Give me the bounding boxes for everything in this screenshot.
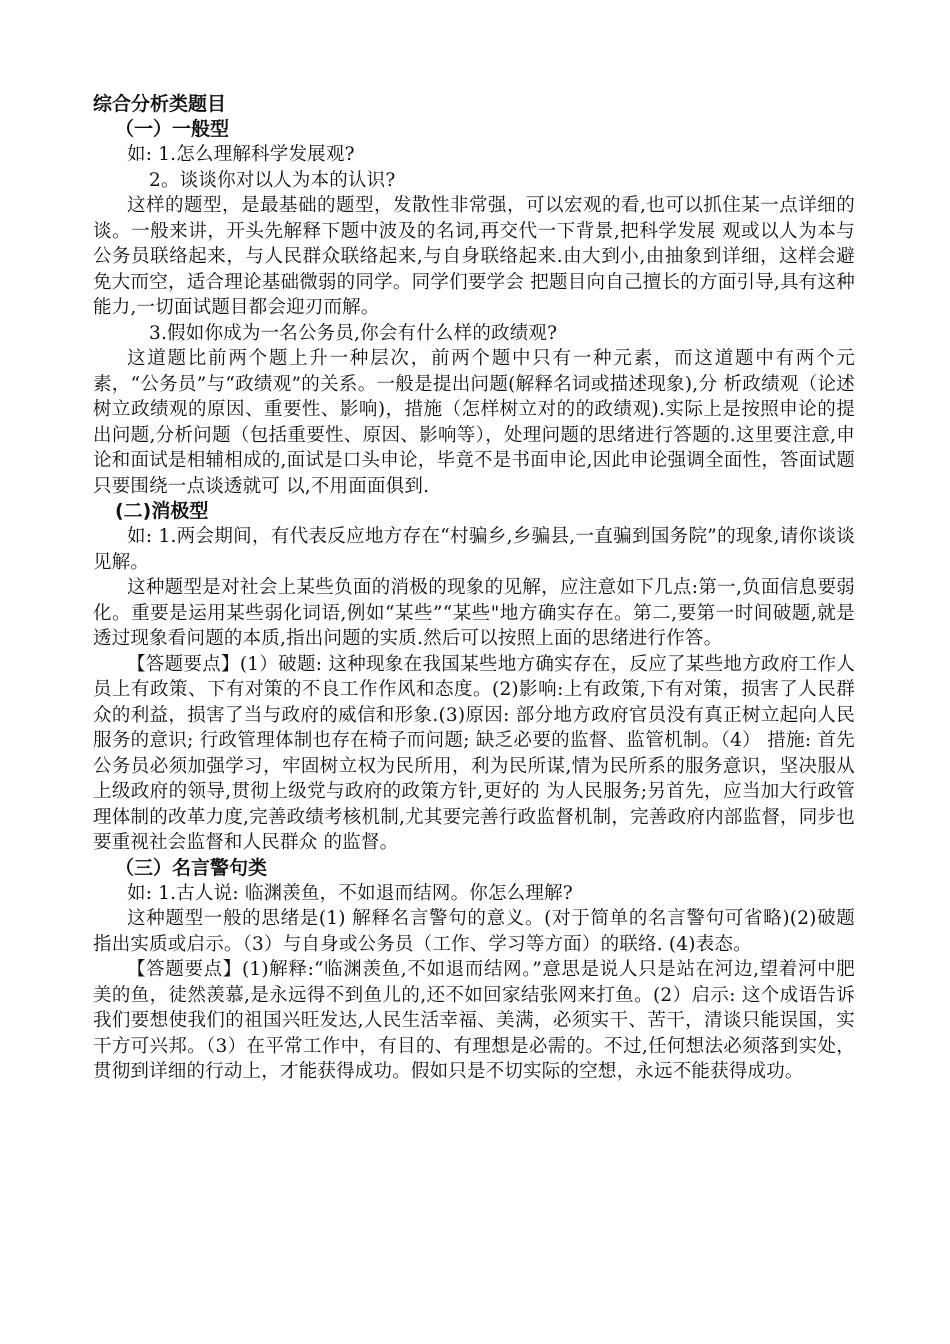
section-heading: （一）一般型 xyxy=(115,118,230,140)
question-line: 3.假如你成为一名公务员,你会有什么样的政绩观? xyxy=(149,322,558,344)
answer-points: 【答题要点】(1）破题: 这种现象在我国某些地方确实存在，反应了某些地方政府工作人员上有政策、下有对策的不良工作作风和态度。(2)影响:上有政策,下有对策，损害了人民群众的利益，损害了当与政府的威信和形象.(3)原因: 部分地方政府官员没有真正树立起向人民服务的意识; 行政管理体制也存在椅子而问题; 缺乏必要的监督、监管机制。（4） 措施: 首先公务员必须加强学习，牢固树立权为民所用，利为民所谋,情为民所系的服务意识，坚决服从上级政府的领导,贯彻上级党与政府的政策方针,更好的 为人民服务;另首先，应当加大行政管理体制的改革力度,完善政绩考核机制,尤其要完善行政监督机制，完善政府内部监督，同步也要重视社会监督和人民群众 的监督。 xyxy=(93,653,855,853)
section-negative xyxy=(93,499,855,856)
question-line: 如: 1.两会期间，有代表反应地方存在“村骗乡,乡骗县,一直骗到国务院”的现象,请你谈谈见解。 xyxy=(93,526,855,573)
section-heading: (二)消极型 xyxy=(115,500,209,522)
section-quotes xyxy=(93,856,855,1085)
body-paragraph: 这种题型一般的思绪是(1) 解释名言警句的意义。(对于简单的名言警句可省略)(2)破题指出实质或启示。（3）与自身或公务员（工作、学习等方面）的联络. (4)表态。 xyxy=(93,908,855,955)
answer-points: 【答题要点】(1)解释:“临渊羡鱼,不如退而结网。”意思是说人只是站在河边,望着河中肥美的鱼，徒然羡慕,是永远得不到鱼儿的,还不如回家结张网来打鱼。(2）启示: 这个成语告诉我们要想使我们的祖国兴旺发达,人民生活幸福、美满，必须实干、苦干，清谈只能误国，实干方可兴邦。（3）在平常工作中，有目的、有理想是必需的。不过,任何想法必须落到实处，贯彻到详细的行动上，才能获得成功。假如只是不切实际的空想，永远不能获得成功。 xyxy=(93,959,855,1082)
question-line: 如: 1.怎么理解科学发展观? xyxy=(127,144,355,165)
question-line: 2。谈谈你对以人为本的认识? xyxy=(149,169,396,191)
body-paragraph: 这种题型是对社会上某些负面的消极的现象的见解，应注意如下几点:第一,负面信息要弱化。重要是运用某些弱化词语,例如“某些”“某些"地方确实存在。第二,要第一时间破题,就是透过现象看问题的本质,指出问题的实质.然后可以按照上面的思绪进行作答。 xyxy=(93,577,855,649)
section-heading: （三）名言警句类 xyxy=(115,856,268,879)
body-paragraph: 这样的题型，是最基础的题型，发散性非常强，可以宏观的看,也可以抓住某一点详细的谈。一般来讲，开头先解释下题中波及的名词,再交代一下背景,把科学发展 观或以人为本与公务员联络起来，与人民群众联络起来,与自身联络起来.由大到小,由抽象到详细，这样会避免大而空，适合理论基础微弱的同学。同学们要学会 把题目向自己擅长的方面引导,具有这种能力,一切面试题目都会迎刃而解。 xyxy=(93,195,855,318)
document-title: 综合分析类题目 xyxy=(93,93,227,115)
section-general xyxy=(93,117,855,499)
document-page xyxy=(93,92,855,1085)
body-paragraph: 这道题比前两个题上升一种层次，前两个题中只有一种元素，而这道题中有两个元素，“公务员”与“政绩观”的关系。一般是提出问题(解释名词或描述现象),分 析政绩观（论述树立政绩观的原因、重要性、影响)，措施（怎样树立对的的政绩观).实际上是按照申论的提出问题,分析问题（包括重要性、原因、影响等），处理问题的思绪进行答题的.这里要注意,申论和面试是相辅相成的,面试是口头申论，毕竟不是书面申论,因此申论强调全面性，答面试题只要围绕一点谈透就可 以,不用面面俱到. xyxy=(93,348,855,497)
question-line: 如: 1.古人说: 临渊羡鱼，不如退而结网。你怎么理解? xyxy=(127,882,573,904)
